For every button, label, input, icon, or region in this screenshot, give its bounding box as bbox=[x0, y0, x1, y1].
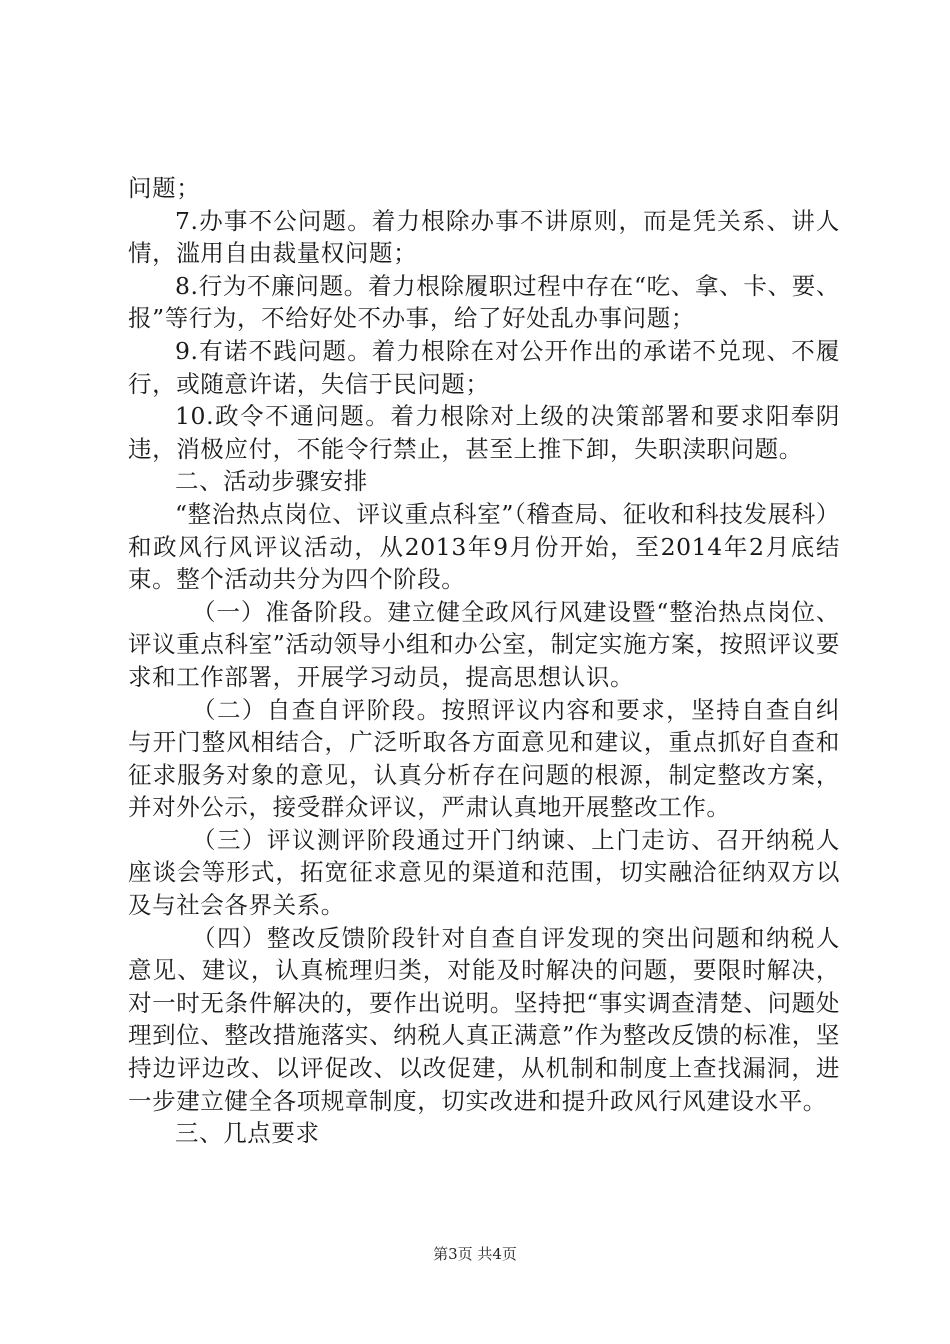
paragraph-activity-intro: “整治热点岗位、评议重点科室”（稽查局、征收和科技发展科）和政风行风评议活动，从2013年9月份开始，至2014年2月底结束。整个活动共分为四个阶段。 bbox=[128, 499, 840, 594]
paragraph-item-8: 8.行为不廉问题。着力根除履职过程中存在“吃、拿、卡、要、报”等行为，不给好处不办事，给了好处乱办事问题； bbox=[128, 271, 840, 333]
paragraph-continuation: 问题； bbox=[128, 174, 201, 202]
paragraph-item-10: 10.政令不通问题。着力根除对上级的决策部署和要求阳奉阴违，消极应付，不能令行禁止，甚至上推下卸，失职渎职问题。 bbox=[128, 402, 840, 463]
paragraph-stage-2: （二）自查自评阶段。按照评议内容和要求，坚持自查自纠与开门整风相结合，广泛听取各方面意见和建议，重点抓好自查和征求服务对象的意见，认真分析存在问题的根源，制定整改方案，并对外公示，接受群众评议，严肃认真地开展整改工作。 bbox=[128, 695, 840, 822]
paragraph-item-9: 9.有诺不践问题。着力根除在对公开作出的承诺不兑现、不履行，或随意许诺，失信于民问题； bbox=[128, 336, 840, 398]
paragraph-stage-4: （四）整改反馈阶段针对自查自评发现的突出问题和纳税人意见、建议，认真梳理归类，对能及时解决的问题，要限时解决，对一时无条件解决的，要作出说明。坚持把“事实调查清楚、问题处理到位、整改措施落实、纳税人真正满意”作为整改反馈的标准，坚持边评边改、以评促改、以改促建，从机制和制度上查找漏洞，进一步建立健全各项规章制度，切实改进和提升政风行风建设水平。 bbox=[128, 923, 840, 1115]
section-heading-2: 二、活动步骤安排 bbox=[175, 467, 368, 496]
paragraph-stage-1: （一）准备阶段。建立健全政风行风建设暨“整治热点岗位、评议重点科室”活动领导小组和办公室，制定实施方案，按照评议要求和工作部署，开展学习动员，提高思想认识。 bbox=[128, 597, 840, 691]
section-heading-3: 三、几点要求 bbox=[175, 1119, 320, 1148]
page-footer: 第3页 共4页 bbox=[433, 1245, 517, 1263]
document-body bbox=[128, 172, 840, 1150]
paragraph-stage-3: （三）评议测评阶段通过开门纳谏、上门走访、召开纳税人座谈会等形式，拓宽征求意见的渠道和范围，切实融洽征纳双方以及与社会各界关系。 bbox=[128, 825, 840, 920]
paragraph-item-7: 7.办事不公问题。着力根除办事不讲原则，而是凭关系、讲人情，滥用自由裁量权问题； bbox=[128, 206, 840, 268]
